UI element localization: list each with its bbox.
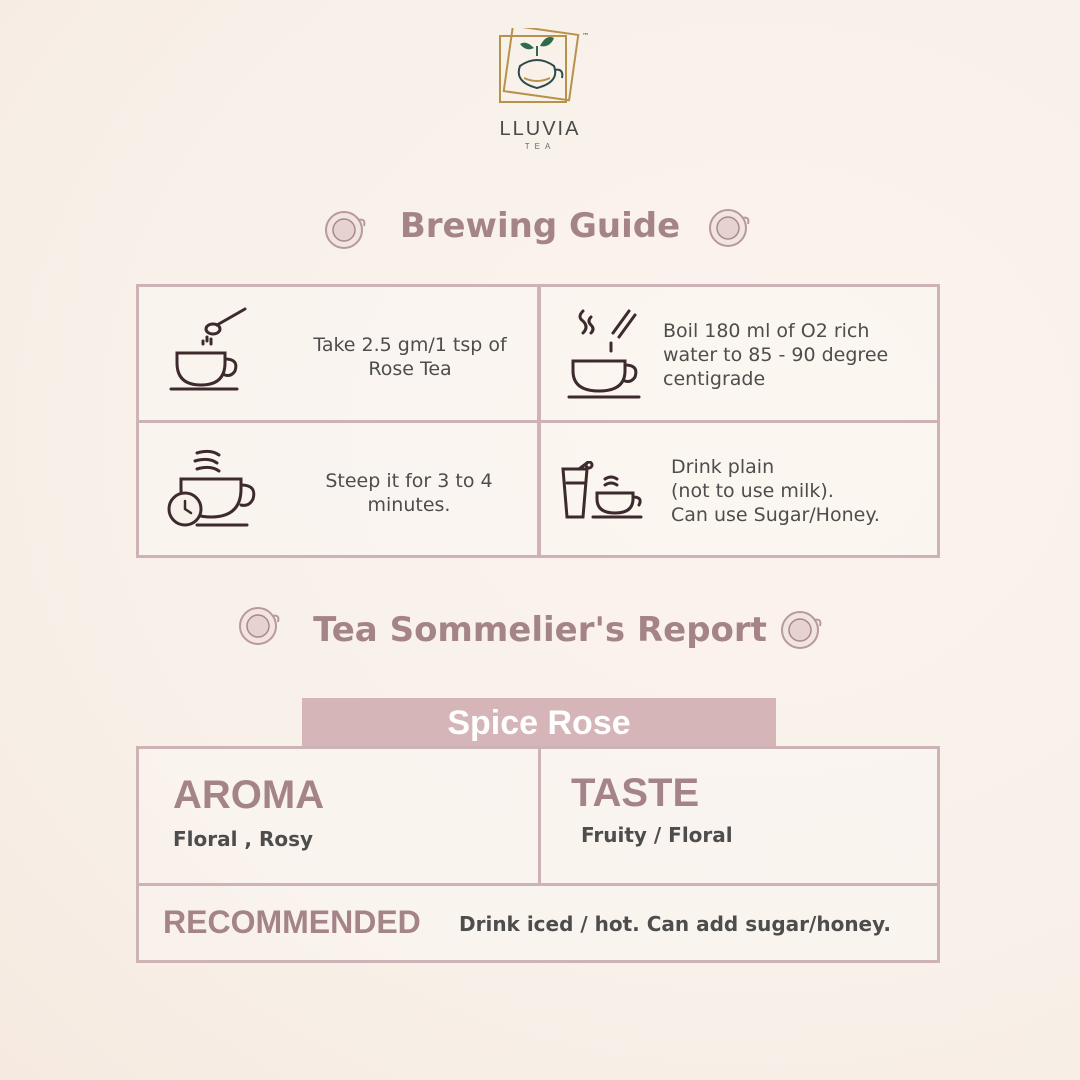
taste-cell: [538, 746, 940, 886]
timer-cup-icon: [167, 447, 263, 531]
spoon-cup-icon: [167, 305, 257, 395]
recommended-label: RECOMMENDED: [163, 904, 421, 940]
drinks-icon: [557, 461, 653, 521]
aroma-value: Floral , Rosy: [173, 827, 314, 851]
variety-name: Spice Rose: [447, 704, 631, 742]
brew-step-2: [538, 284, 940, 423]
brew-step-1: [136, 284, 540, 423]
step-4-text: Drink plain (not to use milk). Can use Sugar/Honey.: [671, 456, 880, 526]
report-title: Tea Sommelier's Report: [313, 610, 767, 650]
recommended-value: Drink iced / hot. Can add sugar/honey.: [459, 912, 891, 936]
brand-name: LLUVIA: [499, 118, 581, 140]
brand-sub: TEA: [524, 142, 556, 151]
kettle-pour-icon: [565, 303, 655, 403]
step-3-text: Steep it for 3 to 4 minutes.: [325, 470, 493, 516]
teacup-emblem-icon: [322, 206, 368, 252]
recommended-cell: [136, 883, 940, 963]
taste-value: Fruity / Floral: [581, 823, 733, 847]
step-2-text: Boil 180 ml of O2 rich water to 85 - 90 degree centigrade: [663, 320, 889, 390]
aroma-label: AROMA: [173, 773, 325, 817]
teacup-emblem-icon: [236, 602, 282, 648]
step-1-text: Take 2.5 gm/1 tsp of Rose Tea: [313, 334, 507, 380]
trademark-mark: ™: [582, 32, 589, 40]
brewing-guide-title: Brewing Guide: [399, 206, 681, 246]
teacup-emblem-icon: [778, 606, 824, 652]
brew-step-4: [538, 420, 940, 558]
teacup-emblem-icon: [706, 204, 752, 250]
lluvia-logo-icon: [490, 28, 590, 118]
brew-step-3: [136, 420, 540, 558]
taste-label: TASTE: [571, 771, 700, 815]
brewing-grid: [136, 284, 940, 558]
aroma-cell: [136, 746, 541, 886]
